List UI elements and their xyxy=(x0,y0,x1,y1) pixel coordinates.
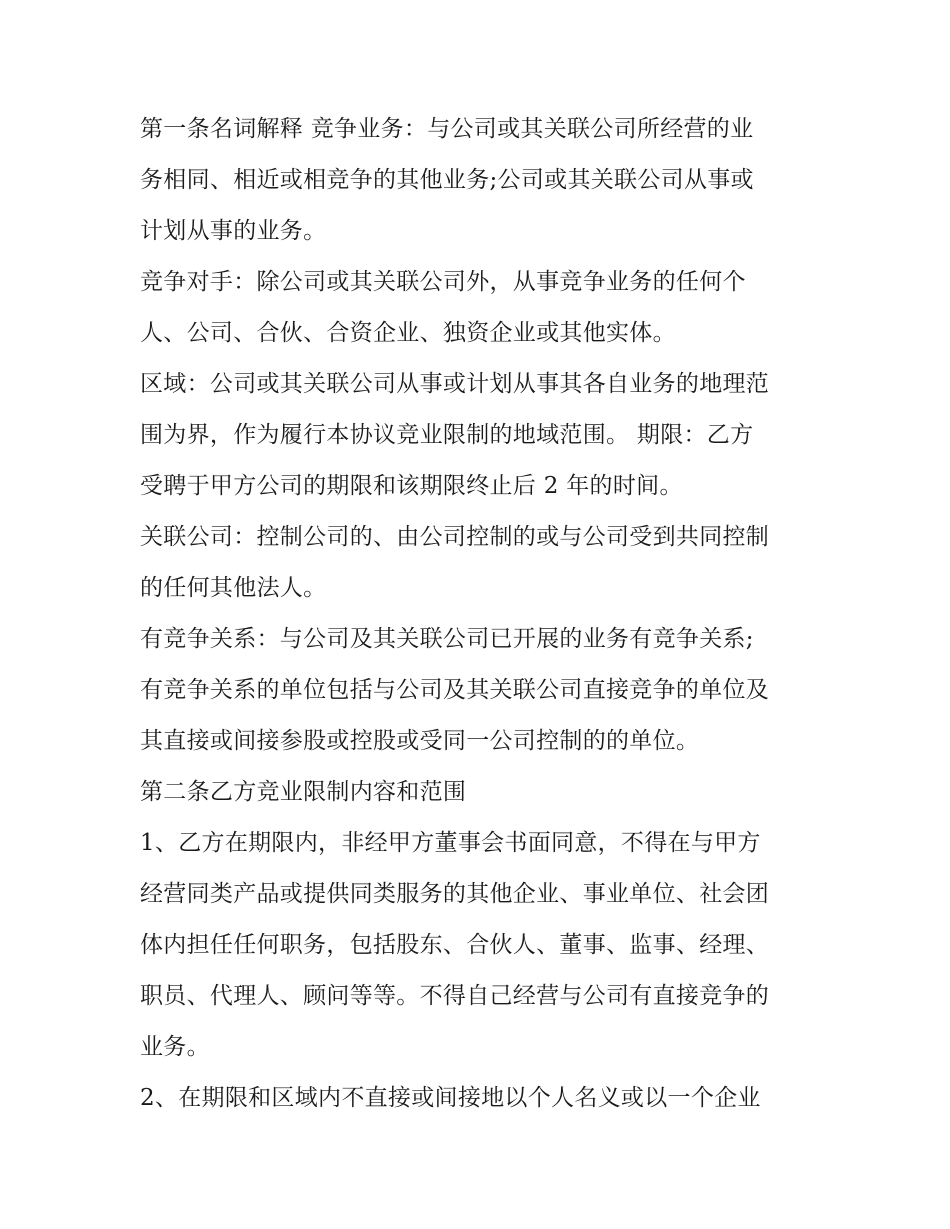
text-line-18: 职员、代理人、顾问等等。不得自己经营与公司有直接竞争的 xyxy=(140,983,770,1009)
text-line-15: 1、乙方在期限内，非经甲方董事会书面同意，不得在与甲方 xyxy=(140,830,761,856)
text-line-12: 有竞争关系的单位包括与公司及其关联公司直接竞争的单位及 xyxy=(140,677,770,703)
text-line-9: 关联公司：控制公司的、由公司控制的或与公司受到共同控制 xyxy=(140,524,770,550)
text-line-8: 受聘于甲方公司的期限和该期限终止后 2 年的时间。 xyxy=(140,473,683,499)
document-body xyxy=(140,104,830,1124)
text-line-7: 围为界，作为履行本协议竞业限制的地域范围。 期限：乙方 xyxy=(140,422,754,448)
text-line-11: 有竞争关系：与公司及其关联公司已开展的业务有竞争关系; xyxy=(140,626,754,652)
text-line-19: 业务。 xyxy=(140,1034,210,1060)
text-line-5: 人、公司、合伙、合资企业、独资企业或其他实体。 xyxy=(140,320,676,346)
text-line-20: 2、在期限和区域内不直接或间接地以个人名义或以一个企业 xyxy=(140,1085,761,1111)
text-line-10: 的任何其他法人。 xyxy=(140,575,327,601)
text-line-6: 区域：公司或其关联公司从事或计划从事其各自业务的地理范 xyxy=(140,371,770,397)
text-line-13: 其直接或间接参股或控股或受同一公司控制的的单位。 xyxy=(140,728,700,754)
text-line-2: 务相同、相近或相竞争的其他业务;公司或其关联公司从事或 xyxy=(140,167,754,193)
text-line-1: 第一条名词解释 竞争业务：与公司或其关联公司所经营的业 xyxy=(140,116,754,142)
text-line-3: 计划从事的业务。 xyxy=(140,218,327,244)
text-line-4: 竞争对手：除公司或其关联公司外，从事竞争业务的任何个 xyxy=(140,269,746,295)
text-line-16: 经营同类产品或提供同类服务的其他企业、事业单位、社会团 xyxy=(140,881,770,907)
text-line-17: 体内担任任何职务，包括股东、合伙人、董事、监事、经理、 xyxy=(140,932,770,958)
text-line-14: 第二条乙方竞业限制内容和范围 xyxy=(140,779,467,805)
